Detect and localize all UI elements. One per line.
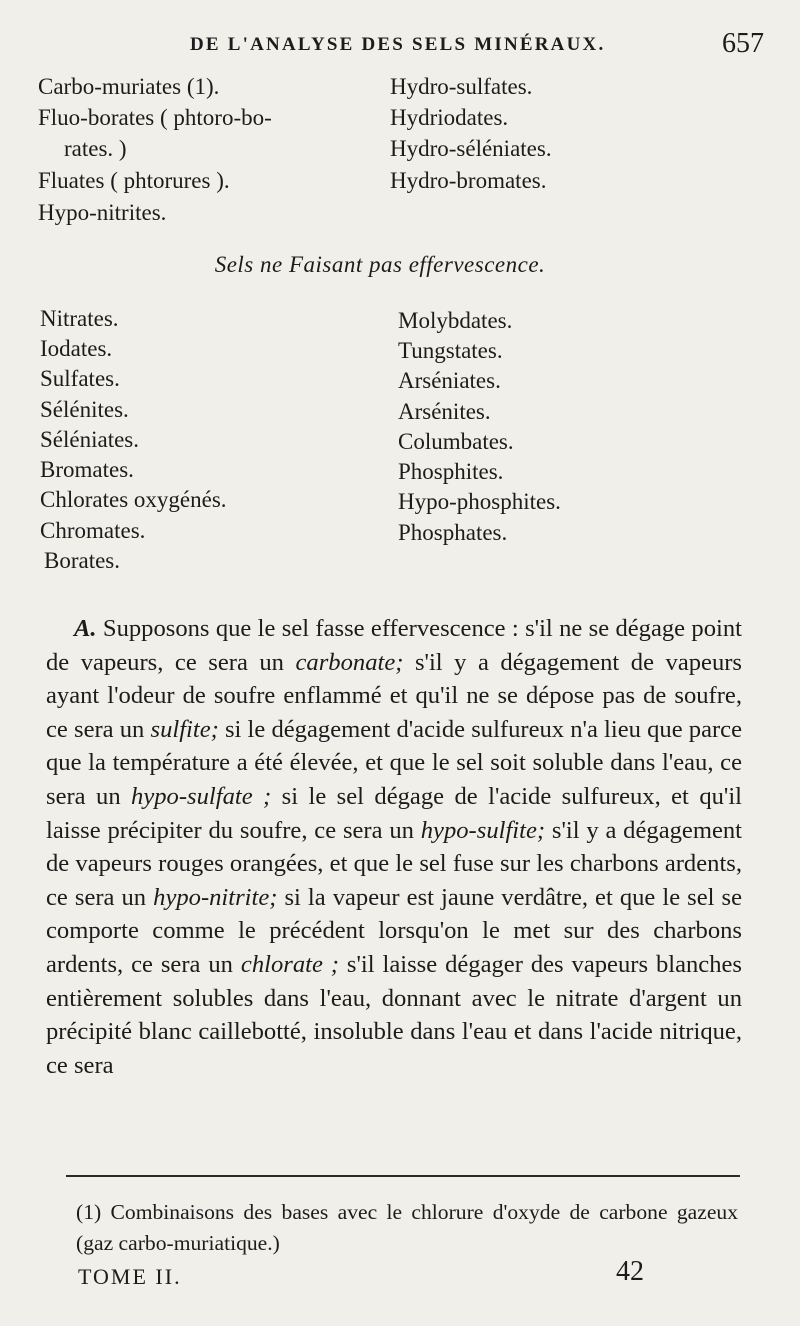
list-item: rates. ) bbox=[64, 136, 127, 161]
list-item: Hypo-phosphites. bbox=[398, 489, 561, 514]
paragraph-lead: A. bbox=[74, 615, 97, 642]
list-item: Nitrates. bbox=[40, 306, 119, 331]
text-run: s'il laisse dégager des vapeurs blanches entièrement solubles dans l'eau, donnant avec le nitrate d'argent un précipité blanc caillebotté, insoluble dans l'eau et dans l'acide nitrique, ce sera bbox=[46, 950, 742, 1079]
list-item: Hydro-séléniates. bbox=[390, 136, 552, 161]
text-run: si le sel dégage de l'acide sulfureux, et qu'il laisse précipiter du soufre, ce sera un bbox=[46, 782, 743, 844]
body-paragraph bbox=[46, 612, 742, 1082]
list-item: Molybdates. bbox=[398, 308, 513, 333]
list-item: Columbates. bbox=[398, 429, 514, 454]
page-header bbox=[40, 28, 764, 66]
list-item: Carbo-muriates (1). bbox=[38, 74, 220, 99]
list-item: Hypo-nitrites. bbox=[38, 200, 167, 225]
list-item: Fluates ( phtorures ). bbox=[38, 168, 230, 193]
salt-term-hypo-sulfate: hypo-sulfate ; bbox=[131, 782, 272, 810]
signature-mark: TOME II. bbox=[78, 1264, 182, 1289]
list-item: Tungstates. bbox=[398, 338, 503, 363]
text-run: si la vapeur est jaune verdâtre, et que le sel se comporte comme le précédent lorsqu'on le met sur des charbons ardents, ce sera un bbox=[46, 883, 743, 978]
footnote-divider bbox=[66, 1175, 740, 1177]
list-item: Hydro-bromates. bbox=[390, 168, 547, 193]
list-item: Phosphates. bbox=[398, 520, 508, 545]
list-item: Phosphites. bbox=[398, 459, 504, 484]
salt-term-carbonate: carbonate; bbox=[295, 648, 404, 676]
list-item: Séléniates. bbox=[40, 427, 139, 452]
text-run: si le dégagement d'acide sulfureux n'a lieu que parce que la température a été élevée, et que le sel soit soluble dans l'eau, ce sera un bbox=[46, 715, 743, 810]
list-item: Hydriodates. bbox=[390, 105, 509, 130]
footnote: (1) Combinaisons des bases avec le chlorure d'oxyde de carbone gazeux (gaz carbo-muriatique.) bbox=[76, 1200, 738, 1255]
section-title: Sels ne Faisant pas effervescence. bbox=[214, 252, 546, 277]
signature-number: 42 bbox=[616, 1256, 644, 1287]
text-run: s'il y a dégagement de vapeurs rouges orangées, et que le sel fuse sur les charbons ardents, ce sera un bbox=[46, 816, 742, 911]
list-item: Bromates. bbox=[40, 457, 134, 482]
list-item: Chlorates oxygénés. bbox=[40, 487, 227, 512]
list-item: Iodates. bbox=[40, 336, 113, 361]
list-item: Hydro-sulfates. bbox=[390, 74, 533, 99]
list-item: Sulfates. bbox=[40, 366, 120, 391]
text-run: s'il y a dégagement de vapeurs ayant l'odeur de soufre enflammé et qu'il ne se dépose pas de soufre, ce sera un bbox=[46, 648, 743, 743]
salt-term-hypo-sulfite: hypo-sulfite; bbox=[420, 816, 546, 844]
list-item: Sélénites. bbox=[40, 397, 129, 422]
list-item: Borates. bbox=[44, 548, 121, 573]
salt-term-chlorate: chlorate ; bbox=[240, 950, 339, 978]
running-title: DE L'ANALYSE DES SELS MINÉRAUX. bbox=[190, 34, 606, 55]
list-item: Chromates. bbox=[40, 518, 146, 543]
list-item: Arséniates. bbox=[398, 368, 501, 393]
list-item: Arsénites. bbox=[398, 399, 491, 424]
page-number: 657 bbox=[722, 28, 764, 59]
salt-term-hypo-nitrite: hypo-nitrite; bbox=[153, 883, 278, 911]
list-item: Fluo-borates ( phtoro-bo- bbox=[38, 105, 272, 130]
salt-term-sulfite: sulfite; bbox=[150, 715, 219, 743]
text-run: Supposons que le sel fasse effervescence : s'il ne se dégage point de vapeurs, ce sera un bbox=[46, 615, 742, 676]
